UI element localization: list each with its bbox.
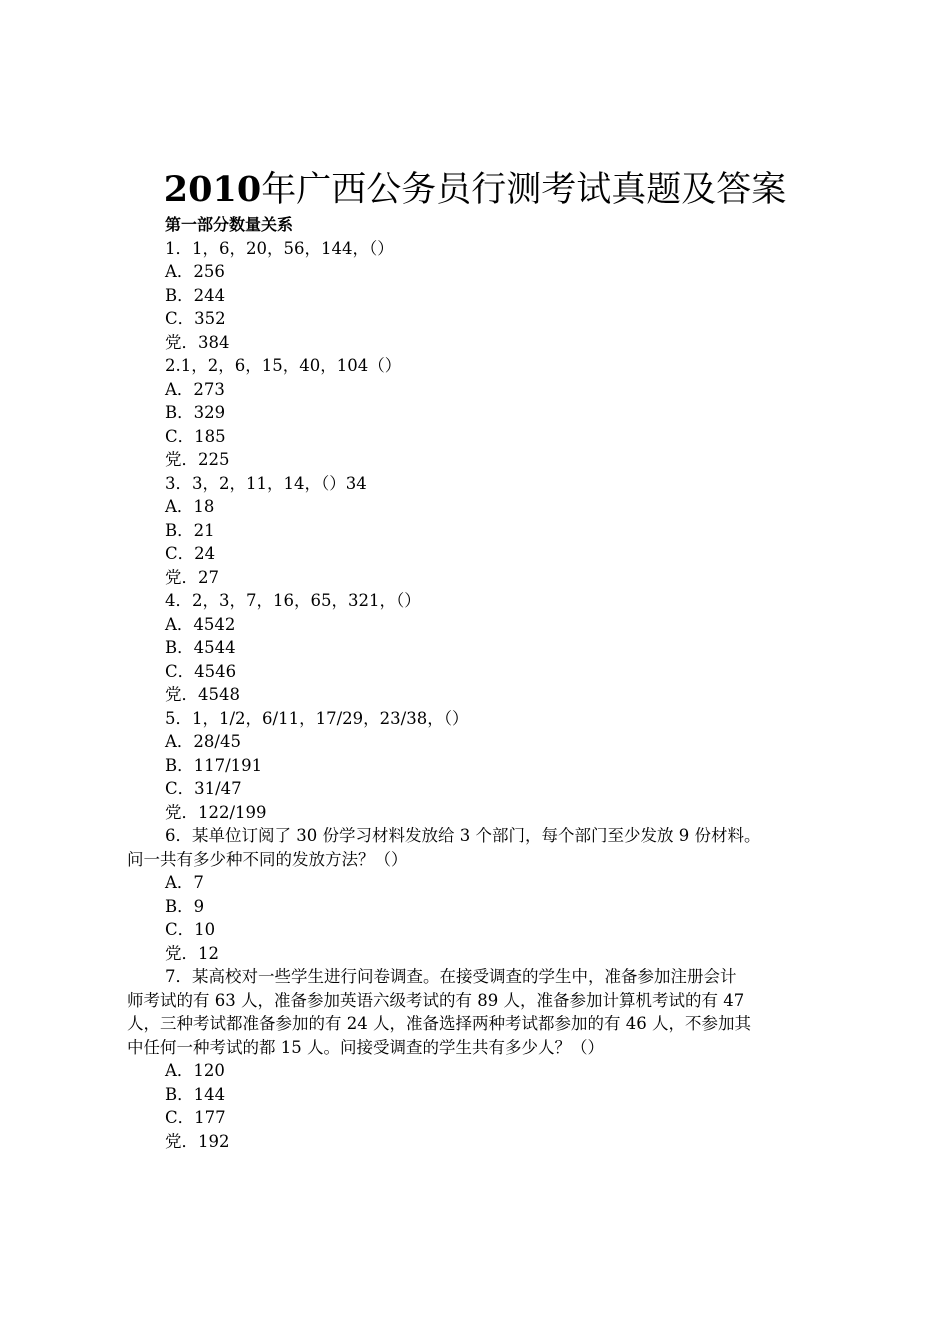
title-text: 年广西公务员行测考试真题及答案 [261, 170, 787, 210]
q6-option-c: C．10 [165, 920, 216, 939]
q1-option-a: A．256 [165, 262, 225, 281]
q5-option-a: A．28/45 [165, 732, 241, 751]
q7-option-c: C．177 [165, 1108, 226, 1127]
section-heading: 第一部分数量关系 [165, 215, 294, 234]
q2-stem: 2.1，2，6，15，40，104（） [165, 356, 402, 375]
q7-option-b: B．144 [165, 1084, 226, 1104]
q4-option-a: A．4542 [165, 614, 236, 634]
q4-option-d: 党．4548 [165, 685, 240, 704]
q4-stem: 4．2，3，7，16，65，321，（） [165, 591, 421, 610]
q1-option-d: 党．384 [165, 332, 230, 352]
q1-option-b: B．244 [165, 285, 226, 305]
q6-option-d: 党．12 [165, 943, 219, 963]
q7-stem-line-2: 师考试的有 63 人，准备参加英语六级考试的有 89 人，准备参加计算机考试的有 47 [127, 990, 745, 1010]
q4-option-c: C．4546 [165, 661, 237, 681]
q3-option-a: A．18 [165, 497, 215, 516]
title-year: 2010 [163, 169, 262, 210]
q4-option-b: B．4544 [165, 638, 236, 657]
q1-option-c: C．352 [165, 309, 226, 328]
q6-stem-line-2: 问一共有多少种不同的发放方法？（） [127, 849, 408, 869]
q6-stem-line-1: 6．某单位订阅了 30 份学习材料发放给 3 个部门，每个部门至少发放 9 份材料。 [165, 826, 761, 845]
q7-stem-line-3: 人，三种考试都准备参加的有 24 人，准备选择两种考试都参加的有 46 人，不参加其 [127, 1014, 751, 1033]
q1-stem: 1．1，6，20，56，144，（） [165, 238, 394, 258]
q3-option-d: 党．27 [165, 567, 219, 587]
q2-option-b: B．329 [165, 403, 226, 422]
document-title [0, 166, 950, 214]
document-body [127, 213, 837, 1153]
q3-stem: 3．3，2，11，14，（）34 [165, 473, 367, 493]
q2-option-c: C．185 [165, 426, 226, 446]
q7-stem-line-4: 中任何一种考试的都 15 人。问接受调查的学生共有多少人？（） [127, 1037, 604, 1057]
q3-option-c: C．24 [165, 544, 216, 563]
q2-option-a: A．273 [165, 379, 225, 399]
q5-option-b: B．117/191 [165, 755, 263, 775]
q5-stem: 5．1，1/2，6/11，17/29，23/38，（） [165, 708, 469, 728]
q2-option-d: 党．225 [165, 450, 230, 469]
q6-option-b: B．9 [165, 896, 205, 916]
q5-option-c: C．31/47 [165, 779, 242, 798]
q7-stem-line-1: 7．某高校对一些学生进行问卷调查。在接受调查的学生中，准备参加注册会计 [165, 967, 737, 986]
q3-option-b: B．21 [165, 520, 215, 540]
q6-option-a: A．7 [165, 873, 204, 892]
q7-option-a: A．120 [165, 1061, 225, 1080]
q7-option-d: 党．192 [165, 1131, 230, 1151]
q5-option-d: 党．122/199 [165, 802, 267, 822]
